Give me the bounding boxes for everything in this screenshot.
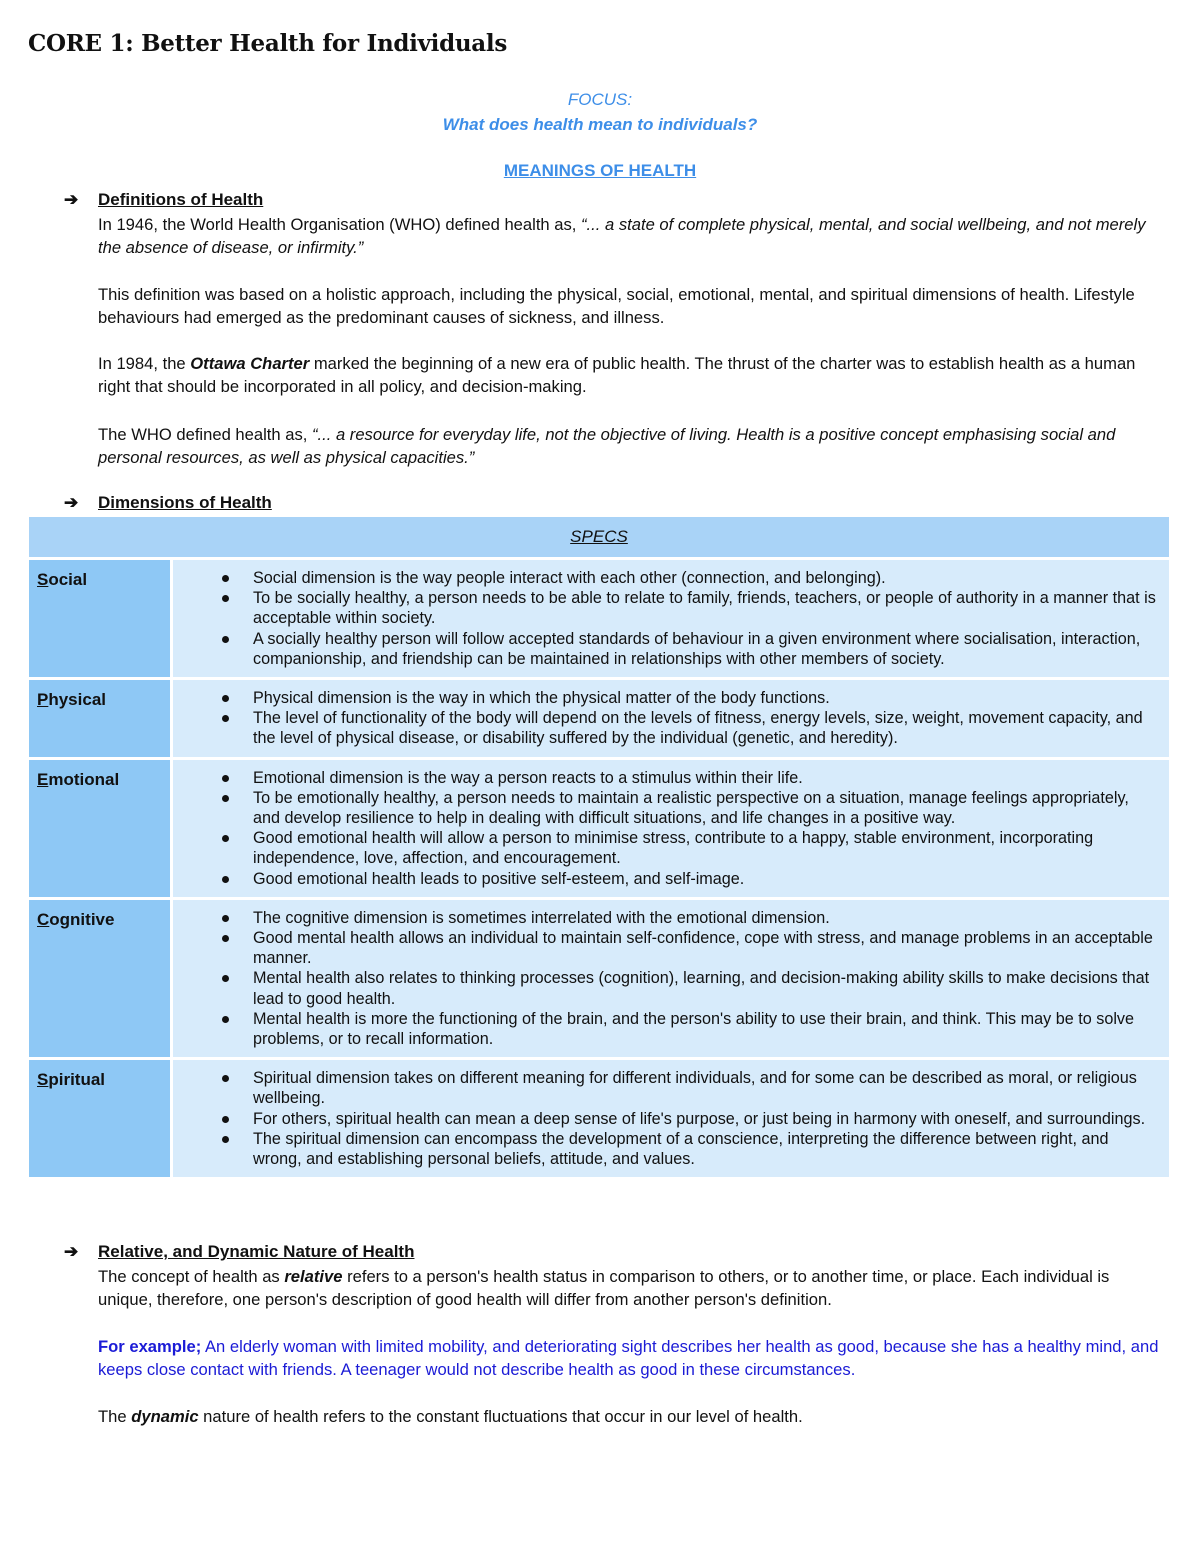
definitions-heading xyxy=(64,190,263,210)
dimension-name-initial: S xyxy=(37,1070,49,1090)
dimension-name-rest: piritual xyxy=(48,1070,106,1090)
dimension-name xyxy=(29,900,173,1060)
dynamic-term: dynamic xyxy=(131,1407,199,1426)
example-text: An elderly woman with limited mobility, and deteriorating sight describes her health as good, because she has a healthy mind, and keeps close contact with friends. A teenager would not describe health as good in these circumstances. xyxy=(98,1337,1159,1379)
list-item: To be socially healthy, a person needs to be able to relate to family, friends, teachers, or people of authority in a manner that is acceptable within society. xyxy=(253,588,1169,628)
arrow-right-icon: ➔ xyxy=(64,493,79,512)
ottawa-text-before: In 1984, the xyxy=(98,354,191,373)
definition-paragraph-3 xyxy=(98,352,1163,398)
table-row xyxy=(29,680,1169,760)
dimension-name-rest: hysical xyxy=(48,690,106,710)
dynamic-text-before: The xyxy=(98,1407,132,1426)
dimensions-table xyxy=(29,517,1169,1180)
dimension-name-initial: C xyxy=(37,909,50,929)
definition-paragraph-2: This definition was based on a holistic approach, including the physical, social, emotional, mental, and spiritual dimensions of health. Lifestyle behaviours had emerged as the predominant causes of sickness, and illness. xyxy=(98,285,1135,327)
arrow-right-icon: ➔ xyxy=(64,1242,79,1261)
table-row xyxy=(29,1060,1169,1180)
definition-paragraph-1 xyxy=(98,213,1163,259)
relative-heading-text: Relative, and Dynamic Nature of Health xyxy=(98,1242,415,1261)
relative-term: relative xyxy=(284,1267,343,1286)
bullet-list xyxy=(173,1068,1169,1169)
table-header: SPECS xyxy=(29,517,1169,560)
dynamic-text-after: nature of health refers to the constant fluctuations that occur in our level of health. xyxy=(198,1407,803,1426)
table-header-row xyxy=(29,517,1169,560)
definition-1-quote: “... a state of complete physical, mental, and social wellbeing, and not merely the absence of disease, or infirmity.” xyxy=(98,215,1146,257)
table-row xyxy=(29,760,1169,900)
section-title: MEANINGS OF HEALTH xyxy=(503,161,697,180)
bullet-list xyxy=(173,688,1169,749)
definition-1-text: In 1946, the World Health Organisation (WHO) defined health as, xyxy=(98,215,582,234)
table-row xyxy=(29,560,1169,680)
list-item: Emotional dimension is the way a person reacts to a stimulus within their life. xyxy=(253,768,1169,788)
dimension-name-initial: S xyxy=(37,570,49,589)
list-item: The level of functionality of the body will depend on the levels of fitness, energy levels, size, weight, movement capacity, and the level of physical disease, or disability suffered by the individual (genetic, and heredity). xyxy=(253,708,1169,748)
list-item: Good mental health allows an individual to maintain self-confidence, cope with stress, and manage problems in an acceptable manner. xyxy=(253,928,1169,968)
definition-4-quote: “... a resource for everyday life, not the objective of living. Health is a positive concept emphasising social and personal resources, as well as physical capacities.” xyxy=(98,425,1116,467)
definition-4-text: The WHO defined health as, xyxy=(98,425,312,444)
dimension-description xyxy=(173,760,1169,900)
dimension-name xyxy=(29,680,173,760)
focus-question: What does health mean to individuals? xyxy=(442,115,758,134)
focus-label: FOCUS: xyxy=(567,90,633,109)
ottawa-charter-term: Ottawa Charter xyxy=(190,354,310,373)
dimension-description xyxy=(173,900,1169,1060)
list-item: The spiritual dimension can encompass the development of a conscience, interpreting the difference between right, and wrong, and establishing personal beliefs, attitude, and values. xyxy=(253,1129,1169,1169)
list-item: Social dimension is the way people interact with each other (connection, and belonging). xyxy=(253,568,1169,588)
document-title: CORE 1: Better Health for Individuals xyxy=(28,30,507,57)
example-label: For example; xyxy=(98,1337,202,1356)
list-item: To be emotionally healthy, a person needs to maintain a realistic perspective on a situation, manage feelings appropriately, and develop resilience to help in dealing with difficult situations, and life changes in a positive way. xyxy=(253,788,1169,828)
list-item: Spiritual dimension takes on different meaning for different individuals, and for some can be described as moral, or religious wellbeing. xyxy=(253,1068,1169,1108)
bullet-list xyxy=(173,908,1169,1049)
dimension-name-initial: P xyxy=(37,690,49,710)
dimension-name-rest: ognitive xyxy=(49,909,115,929)
relative-paragraph xyxy=(98,1265,1163,1311)
relative-heading xyxy=(64,1242,414,1262)
dimension-name-initial: E xyxy=(37,769,49,789)
list-item: A socially healthy person will follow accepted standards of behaviour in a given environment where socialisation, interaction, companionship, and friendship can be maintained in relationships with other members of society. xyxy=(253,629,1169,669)
arrow-right-icon: ➔ xyxy=(64,190,79,209)
definitions-heading-text: Definitions of Health xyxy=(98,190,264,209)
dimension-description xyxy=(173,560,1169,680)
definition-paragraph-4 xyxy=(98,423,1163,469)
list-item: Mental health also relates to thinking processes (cognition), learning, and decision-making ability skills to make decisions that lead to good health. xyxy=(253,968,1169,1008)
dimension-name xyxy=(29,1060,173,1180)
relative-text-before: The concept of health as xyxy=(98,1267,285,1286)
example-paragraph xyxy=(98,1335,1163,1381)
list-item: The cognitive dimension is sometimes interrelated with the emotional dimension. xyxy=(253,908,1169,928)
dimensions-heading-text: Dimensions of Health xyxy=(98,493,272,512)
list-item: For others, spiritual health can mean a deep sense of life's purpose, or just being in harmony with oneself, and surroundings. xyxy=(253,1109,1169,1129)
list-item: Mental health is more the functioning of the brain, and the person's ability to use their brain, and think. This may be to solve problems, or to recall information. xyxy=(253,1009,1169,1049)
dynamic-paragraph xyxy=(98,1405,1163,1428)
dimension-name xyxy=(29,560,173,680)
bullet-list xyxy=(173,768,1169,889)
list-item: Good emotional health will allow a person to minimise stress, contribute to a happy, stable environment, incorporating independence, love, affection, and encouragement. xyxy=(253,828,1169,868)
relative-text-after: refers to a person's health status in comparison to others, or to another time, or place. Each individual is unique, therefore, one person's description of good health will differ from another person's definition. xyxy=(98,1267,1110,1309)
dimension-name xyxy=(29,760,173,900)
list-item: Good emotional health leads to positive self-esteem, and self-image. xyxy=(253,869,1169,889)
dimensions-heading xyxy=(64,493,272,513)
table-body xyxy=(29,560,1169,1180)
dimension-name-rest: motional xyxy=(48,769,120,789)
table-row xyxy=(29,900,1169,1060)
dimension-name-rest: ocial xyxy=(48,570,88,589)
dimension-description xyxy=(173,680,1169,760)
list-item: Physical dimension is the way in which the physical matter of the body functions. xyxy=(253,688,1169,708)
ottawa-text-after: marked the beginning of a new era of public health. The thrust of the charter was to establish health as a human right that should be incorporated in all policy, and decision-making. xyxy=(98,354,1136,396)
dimension-description xyxy=(173,1060,1169,1180)
bullet-list xyxy=(173,568,1169,669)
